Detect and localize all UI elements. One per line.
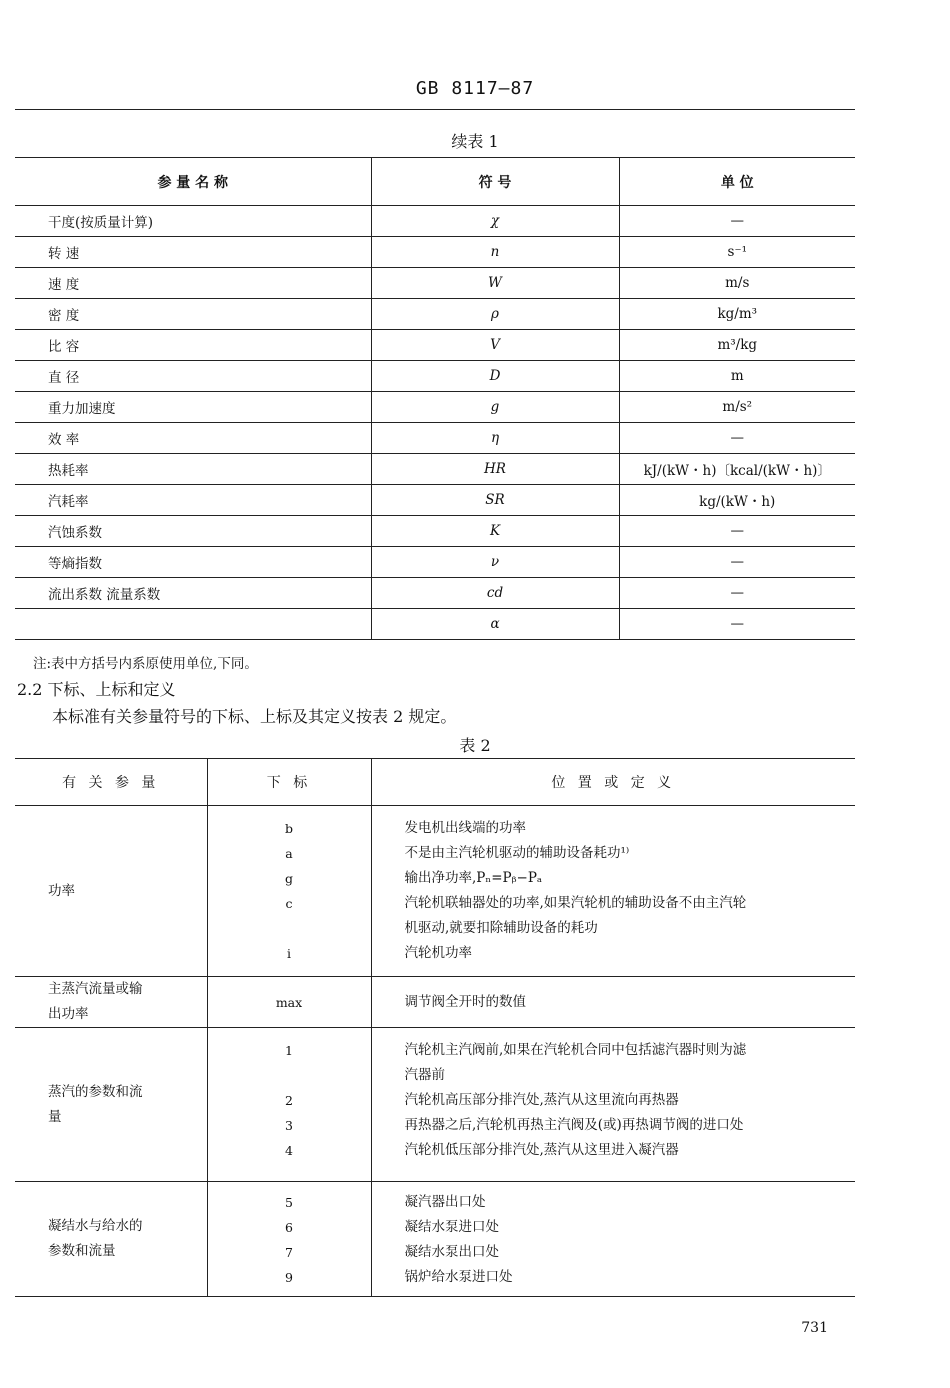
table1-cell-unit: m — [619, 361, 855, 392]
table1-row — [15, 547, 855, 578]
table1-row — [15, 361, 855, 392]
table1-cell-name: 密 度 — [15, 299, 371, 330]
table1-cell-unit: m/s — [619, 268, 855, 299]
table1-cell-unit: — — [619, 206, 855, 237]
subscript-line — [208, 916, 371, 941]
page-number: 731 — [801, 1320, 828, 1336]
table1-note: 注:表中方括号内系原使用单位,下同。 — [33, 656, 258, 672]
table2-col-definition: 位 置 或 定 义 — [371, 759, 855, 806]
table1-cell-symbol: g — [371, 392, 619, 423]
table2-cell-definition — [371, 1028, 855, 1182]
table2-col-param: 有 关 参 量 — [15, 759, 207, 806]
subscript-line: max — [275, 994, 303, 1010]
definition-line: 调节阀全开时的数值 — [404, 993, 526, 1010]
table1-cell-unit: — — [619, 578, 855, 609]
table1-row — [15, 268, 855, 299]
table1-cell-name: 比 容 — [15, 330, 371, 361]
table1-cell-name: 直 径 — [15, 361, 371, 392]
definition-line: 输出净功率,Pₙ=Pᵦ−Pₐ — [404, 870, 543, 886]
table1-col-name: 参 量 名 称 — [15, 158, 371, 206]
table1-cell-unit: m³/kg — [619, 330, 855, 361]
definition-line: 凝汽器出口处 — [404, 1194, 486, 1210]
definition-line: 发电机出线端的功率 — [404, 820, 526, 836]
table2 — [15, 758, 855, 1297]
table2-col-subscript: 下 标 — [207, 759, 371, 806]
table2-cell-param — [15, 977, 207, 1028]
table1-cell-name: 重力加速度 — [15, 392, 371, 423]
definition-line: 汽轮机主汽阀前,如果在汽轮机合同中包括滤汽器时则为滤 — [404, 1042, 747, 1058]
table1-cell-name: 汽蚀系数 — [15, 516, 371, 547]
table1-col-symbol: 符 号 — [371, 158, 619, 206]
section-text: 本标准有关参量符号的下标、上标及其定义按表 2 规定。 — [52, 707, 457, 726]
subscript-line: a — [285, 846, 293, 861]
table1-cell-unit: — — [619, 516, 855, 547]
table1-cell-unit: kg/(kW・h) — [619, 485, 855, 516]
document-code: GB 8117—87 — [415, 78, 535, 99]
table1-cell-symbol: cd — [371, 578, 619, 609]
table1-caption: 续表 1 — [451, 132, 499, 151]
table2-cell-subscript — [207, 806, 371, 977]
table1-cell-name: 干度(按质量计算) — [15, 206, 371, 237]
table1-cell-symbol: α — [371, 609, 619, 640]
table1-row — [15, 423, 855, 454]
definition-line: 汽轮机功率 — [404, 945, 472, 961]
table2-row — [15, 977, 855, 1028]
table2-caption: 表 2 — [459, 736, 491, 755]
table1-cell-name: 速 度 — [15, 268, 371, 299]
param-line: 参数和流量 — [48, 1243, 116, 1259]
table1-cell-unit: — — [619, 423, 855, 454]
table1-cell-name: 汽耗率 — [15, 485, 371, 516]
table1-cell-unit: — — [619, 609, 855, 640]
subscript-line: 6 — [285, 1220, 293, 1235]
param-line: 量 — [48, 1108, 62, 1125]
definition-line: 机驱动,就要扣除辅助设备的耗功 — [404, 920, 598, 936]
table2-row — [15, 806, 855, 977]
table1-row — [15, 299, 855, 330]
table2-cell-definition — [371, 806, 855, 977]
table1-row — [15, 485, 855, 516]
subscript-line: 2 — [285, 1093, 293, 1108]
header-rule — [15, 109, 855, 110]
table2-cell-param — [15, 1182, 207, 1297]
table1-cell-symbol: ρ — [371, 299, 619, 330]
definition-line: 不是由主汽轮机驱动的辅助设备耗功¹⁾ — [404, 845, 630, 861]
table1 — [15, 157, 855, 640]
table1-cell-symbol: D — [371, 361, 619, 392]
subscript-line: 1 — [285, 1043, 293, 1058]
definition-line: 凝结水泵出口处 — [404, 1244, 499, 1260]
definition-line: 再热器之后,汽轮机再热主汽阀及(或)再热调节阀的进口处 — [404, 1117, 744, 1133]
table1-row — [15, 237, 855, 268]
table2-cell-param — [15, 806, 207, 977]
table1-cell-unit: s⁻¹ — [619, 237, 855, 268]
table2-cell-param — [15, 1028, 207, 1182]
table1-cell-name: 转 速 — [15, 237, 371, 268]
table1-cell-name: 热耗率 — [15, 454, 371, 485]
subscript-line: b — [284, 821, 293, 836]
param-line: 功率 — [48, 882, 75, 899]
table2-cell-definition — [371, 1182, 855, 1297]
param-line: 主蒸汽流量或输 — [48, 981, 143, 997]
subscript-line: i — [287, 946, 291, 961]
table1-col-unit: 单 位 — [619, 158, 855, 206]
param-line: 蒸汽的参数和流 — [48, 1083, 143, 1100]
table1-cell-unit: — — [619, 547, 855, 578]
subscript-line: c — [285, 896, 293, 911]
section-heading: 2.2 下标、上标和定义 — [17, 680, 176, 699]
table2-row — [15, 1182, 855, 1297]
definition-line: 汽轮机低压部分排汽处,蒸汽从这里进入凝汽器 — [404, 1142, 679, 1158]
definition-line: 汽轮机高压部分排汽处,蒸汽从这里流向再热器 — [404, 1092, 679, 1108]
table1-cell-name: 效 率 — [15, 423, 371, 454]
table1-row — [15, 206, 855, 237]
subscript-line: g — [284, 871, 293, 886]
table1-cell-symbol: W — [371, 268, 619, 299]
table1-row — [15, 516, 855, 547]
table1-cell-name: 流出系数 流量系数 — [15, 578, 371, 609]
table1-row — [15, 578, 855, 609]
table1-cell-symbol: V — [371, 330, 619, 361]
table1-cell-symbol: K — [371, 516, 619, 547]
table2-cell-definition — [371, 977, 855, 1028]
definition-line: 汽轮机联轴器处的功率,如果汽轮机的辅助设备不由主汽轮 — [404, 895, 747, 911]
table1-cell-symbol: HR — [371, 454, 619, 485]
table1-row — [15, 392, 855, 423]
table1-cell-symbol: n — [371, 237, 619, 268]
definition-line: 锅炉给水泵进口处 — [404, 1269, 513, 1285]
table1-cell-unit: kJ/(kW・h)〔kcal/(kW・h)〕 — [619, 454, 855, 485]
table1-cell-unit: kg/m³ — [619, 299, 855, 330]
table2-cell-subscript — [207, 977, 371, 1028]
table1-cell-name — [15, 609, 371, 640]
table2-cell-subscript — [207, 1182, 371, 1297]
table1-row — [15, 609, 855, 640]
table1-cell-name: 等熵指数 — [15, 547, 371, 578]
table1-row — [15, 454, 855, 485]
param-line: 出功率 — [48, 1006, 89, 1022]
subscript-line: 7 — [285, 1245, 293, 1260]
param-line: 凝结水与给水的 — [48, 1218, 143, 1234]
table1-cell-symbol: SR — [371, 485, 619, 516]
table1-cell-unit: m/s² — [619, 392, 855, 423]
table1-cell-symbol: χ — [371, 206, 619, 237]
subscript-line: 4 — [285, 1143, 293, 1158]
table1-cell-symbol: ν — [371, 547, 619, 578]
definition-line: 汽器前 — [404, 1067, 445, 1083]
table1-row — [15, 330, 855, 361]
subscript-line: 3 — [285, 1118, 293, 1133]
subscript-line: 5 — [285, 1195, 293, 1210]
subscript-line — [208, 1063, 371, 1088]
table2-row — [15, 1028, 855, 1182]
table1-cell-symbol: η — [371, 423, 619, 454]
definition-line: 凝结水泵进口处 — [404, 1219, 499, 1235]
subscript-line: 9 — [285, 1270, 293, 1285]
table2-cell-subscript — [207, 1028, 371, 1182]
